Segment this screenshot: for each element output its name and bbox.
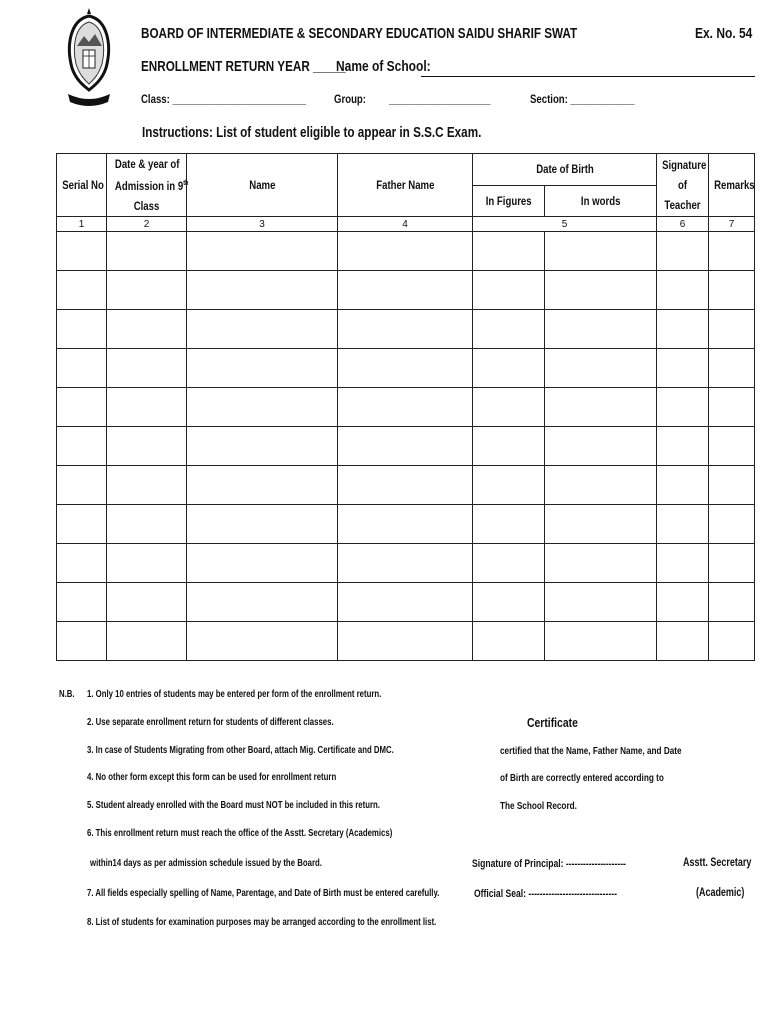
note-4: 4. No other form except this form can be used for enrollment return <box>87 772 337 783</box>
group-label: Group: <box>334 92 366 106</box>
teacher-signature-cell[interactable] <box>657 544 709 583</box>
name-cell[interactable] <box>187 544 338 583</box>
admission-cell[interactable] <box>107 388 187 427</box>
admission-cell[interactable] <box>107 544 187 583</box>
father-name-cell[interactable] <box>338 466 473 505</box>
dob-words-cell[interactable] <box>545 388 657 427</box>
dob-figures-cell[interactable] <box>473 310 545 349</box>
table-row <box>57 466 755 505</box>
admission-cell[interactable] <box>107 505 187 544</box>
table-row <box>57 622 755 661</box>
remarks-cell[interactable] <box>709 232 755 271</box>
column-number: 6 <box>657 217 709 232</box>
teacher-signature-cell[interactable] <box>657 583 709 622</box>
serial-cell[interactable] <box>57 427 107 466</box>
instructions-heading: Instructions: List of student eligible to appear in S.S.C Exam. <box>142 124 482 141</box>
asstt-secretary-dept: (Academic) <box>696 887 745 899</box>
enrollment-year-field[interactable]: ENROLLMENT RETURN YEAR _____ <box>141 58 346 75</box>
column-number: 4 <box>338 217 473 232</box>
note-6-continued: within14 days as per admission schedule issued by the Board. <box>90 858 322 869</box>
teacher-signature-cell[interactable] <box>657 505 709 544</box>
remarks-cell[interactable] <box>709 388 755 427</box>
serial-cell[interactable] <box>57 271 107 310</box>
father-name-cell[interactable] <box>338 349 473 388</box>
note-8: 8. List of students for examination purposes may be arranged according to the enrollment list. <box>87 917 437 928</box>
dob-words-cell[interactable] <box>545 505 657 544</box>
column-number: 1 <box>57 217 107 232</box>
table-row <box>57 271 755 310</box>
remarks-cell[interactable] <box>709 427 755 466</box>
column-number: 3 <box>187 217 338 232</box>
note-3: 3. In case of Students Migrating from other Board, attach Mig. Certificate and DMC. <box>87 745 394 756</box>
dob-words-cell[interactable] <box>545 349 657 388</box>
group-field[interactable]: ___________________ <box>389 92 491 106</box>
dob-figures-cell[interactable] <box>473 388 545 427</box>
header-admission-date: Date & year of Admission in 9th Class <box>107 154 187 217</box>
serial-cell[interactable] <box>57 388 107 427</box>
table-row <box>57 232 755 271</box>
serial-cell[interactable] <box>57 622 107 661</box>
remarks-cell[interactable] <box>709 310 755 349</box>
class-field[interactable]: Class: _________________________ <box>141 92 306 106</box>
remarks-cell[interactable] <box>709 583 755 622</box>
dob-figures-cell[interactable] <box>473 427 545 466</box>
remarks-cell[interactable] <box>709 544 755 583</box>
name-cell[interactable] <box>187 388 338 427</box>
dob-figures-cell[interactable] <box>473 271 545 310</box>
dob-figures-cell[interactable] <box>473 466 545 505</box>
father-name-cell[interactable] <box>338 544 473 583</box>
admission-cell[interactable] <box>107 622 187 661</box>
principal-signature-field[interactable]: Signature of Principal: --------------------- <box>472 858 626 870</box>
logo-text: SWAT <box>80 93 100 100</box>
dob-words-cell[interactable] <box>545 583 657 622</box>
official-seal-field[interactable]: Official Seal: ------------------------------- <box>474 888 617 900</box>
column-number: 2 <box>107 217 187 232</box>
note-2: 2. Use separate enrollment return for students of different classes. <box>87 717 334 728</box>
header-dob-words: In words <box>545 185 657 217</box>
father-name-cell[interactable] <box>338 232 473 271</box>
admission-cell[interactable] <box>107 349 187 388</box>
father-name-cell[interactable] <box>338 505 473 544</box>
dob-words-cell[interactable] <box>545 427 657 466</box>
father-name-cell[interactable] <box>338 388 473 427</box>
dob-figures-cell[interactable] <box>473 232 545 271</box>
section-field[interactable]: Section: ____________ <box>530 92 635 106</box>
column-number: 7 <box>709 217 755 232</box>
dob-words-cell[interactable] <box>545 622 657 661</box>
name-cell[interactable] <box>187 466 338 505</box>
table-row <box>57 583 755 622</box>
dob-figures-cell[interactable] <box>473 505 545 544</box>
certificate-line-1: certified that the Name, Father Name, and Date <box>500 745 682 757</box>
serial-cell[interactable] <box>57 505 107 544</box>
header-father-name: Father Name <box>338 154 473 217</box>
name-cell[interactable] <box>187 583 338 622</box>
header-dob-figures: In Figures <box>473 185 545 217</box>
father-name-cell[interactable] <box>338 271 473 310</box>
dob-words-cell[interactable] <box>545 544 657 583</box>
table-row <box>57 544 755 583</box>
table-row <box>57 427 755 466</box>
note-1: 1. Only 10 entries of students may be entered per form of the enrollment return. <box>87 689 382 700</box>
certificate-line-3: The School Record. <box>500 800 577 812</box>
name-cell[interactable] <box>187 232 338 271</box>
name-cell[interactable] <box>187 427 338 466</box>
board-logo <box>62 6 116 106</box>
name-cell[interactable] <box>187 271 338 310</box>
name-cell[interactable] <box>187 349 338 388</box>
dob-words-cell[interactable] <box>545 310 657 349</box>
father-name-cell[interactable] <box>338 310 473 349</box>
remarks-cell[interactable] <box>709 349 755 388</box>
serial-cell[interactable] <box>57 544 107 583</box>
name-cell[interactable] <box>187 622 338 661</box>
header-name: Name <box>187 154 338 217</box>
dob-figures-cell[interactable] <box>473 622 545 661</box>
enrollment-table <box>56 153 755 661</box>
teacher-signature-cell[interactable] <box>657 427 709 466</box>
note-5: 5. Student already enrolled with the Board must NOT be included in this return. <box>87 800 380 811</box>
admission-cell[interactable] <box>107 466 187 505</box>
header-date-of-birth: Date of Birth <box>473 154 657 186</box>
teacher-signature-cell[interactable] <box>657 622 709 661</box>
admission-cell[interactable] <box>107 271 187 310</box>
remarks-cell[interactable] <box>709 622 755 661</box>
table-row <box>57 505 755 544</box>
remarks-cell[interactable] <box>709 505 755 544</box>
dob-figures-cell[interactable] <box>473 544 545 583</box>
name-cell[interactable] <box>187 505 338 544</box>
serial-cell[interactable] <box>57 232 107 271</box>
asstt-secretary-title: Asstt. Secretary <box>683 857 752 869</box>
column-number: 5 <box>473 217 657 232</box>
note-7: 7. All fields especially spelling of Name, Parentage, and Date of Birth must be entered carefully. <box>87 888 440 899</box>
admission-cell[interactable] <box>107 310 187 349</box>
serial-cell[interactable] <box>57 583 107 622</box>
father-name-cell[interactable] <box>338 427 473 466</box>
dob-words-cell[interactable] <box>545 466 657 505</box>
serial-cell[interactable] <box>57 349 107 388</box>
dob-words-cell[interactable] <box>545 271 657 310</box>
teacher-signature-cell[interactable] <box>657 466 709 505</box>
header-serial-no: Serial No <box>57 154 107 217</box>
header-teacher-signature: Signature of Teacher <box>657 154 709 217</box>
remarks-cell[interactable] <box>709 271 755 310</box>
board-title: BOARD OF INTERMEDIATE & SECONDARY EDUCATION SAIDU SHARIF SWAT <box>141 25 578 42</box>
school-name-field[interactable] <box>421 76 755 77</box>
father-name-cell[interactable] <box>338 622 473 661</box>
remarks-cell[interactable] <box>709 466 755 505</box>
serial-cell[interactable] <box>57 310 107 349</box>
admission-cell[interactable] <box>107 427 187 466</box>
certificate-title: Certificate <box>527 715 578 730</box>
header-remarks: Remarks <box>709 154 755 217</box>
dob-figures-cell[interactable] <box>473 583 545 622</box>
teacher-signature-cell[interactable] <box>657 349 709 388</box>
name-cell[interactable] <box>187 310 338 349</box>
column-number-row <box>57 217 755 232</box>
school-name-label: Name of School: <box>336 58 431 75</box>
serial-cell[interactable] <box>57 466 107 505</box>
dob-words-cell[interactable] <box>545 232 657 271</box>
nb-label: N.B. <box>59 689 75 700</box>
admission-cell[interactable] <box>107 232 187 271</box>
table-row <box>57 310 755 349</box>
exam-number: Ex. No. 54 <box>695 25 753 42</box>
teacher-signature-cell[interactable] <box>657 388 709 427</box>
teacher-signature-cell[interactable] <box>657 310 709 349</box>
note-6: 6. This enrollment return must reach the office of the Asstt. Secretary (Academics) <box>87 828 393 839</box>
table-row <box>57 349 755 388</box>
teacher-signature-cell[interactable] <box>657 232 709 271</box>
certificate-line-2: of Birth are correctly entered according to <box>500 772 664 784</box>
teacher-signature-cell[interactable] <box>657 271 709 310</box>
father-name-cell[interactable] <box>338 583 473 622</box>
dob-figures-cell[interactable] <box>473 349 545 388</box>
table-row <box>57 388 755 427</box>
admission-cell[interactable] <box>107 583 187 622</box>
